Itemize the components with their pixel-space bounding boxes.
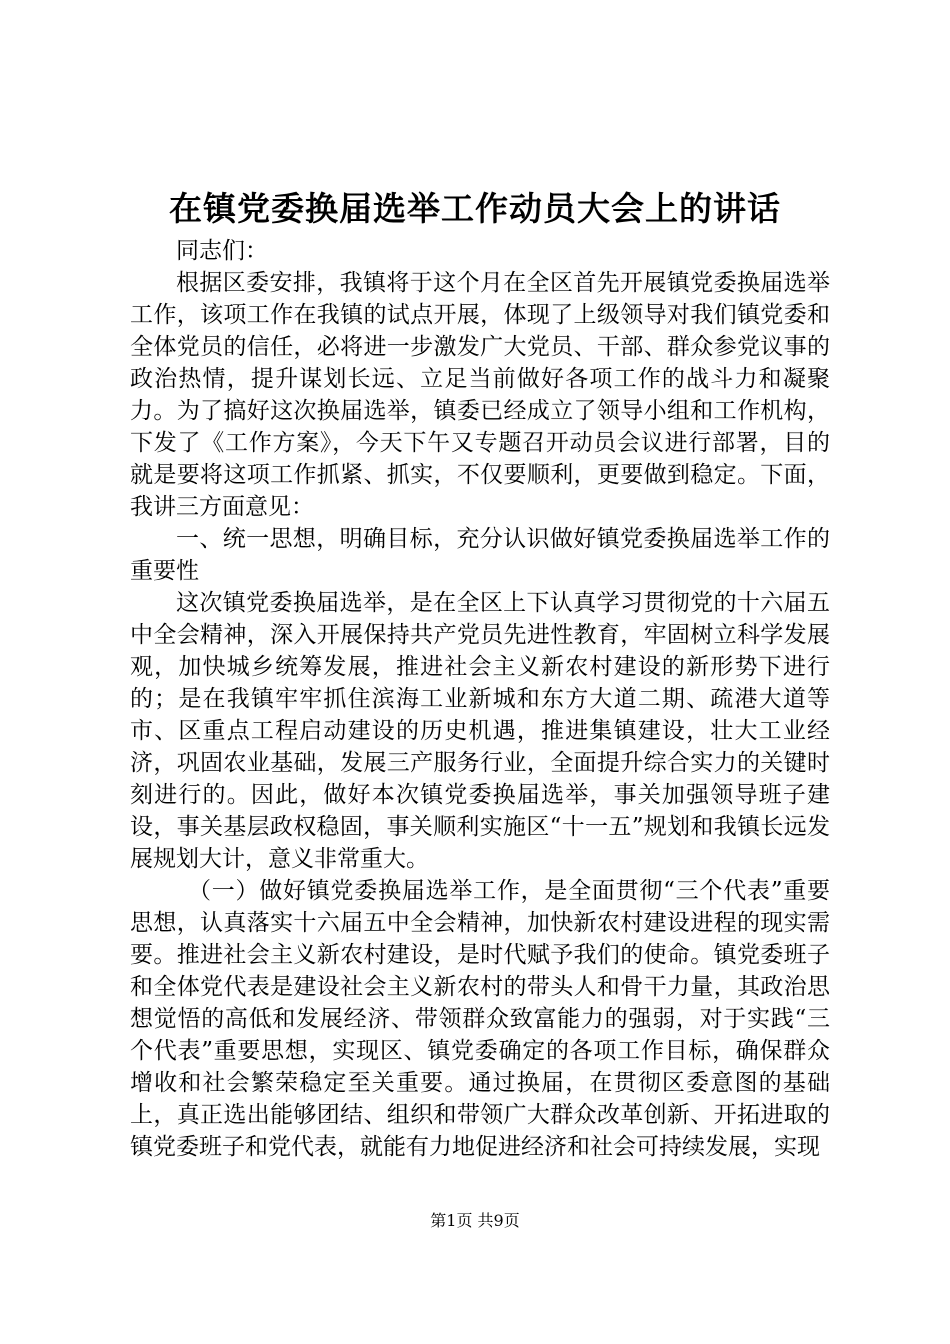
document-title: 在镇党委换届选举工作动员大会上的讲话: [169, 189, 781, 228]
paragraph: 根据区委安排，我镇将于这个月在全区首先开展镇党委换届选举工作，该项工作在我镇的试点开展，体现了上级领导对我们镇党委和全体党员的信任，必将进一步激发广大党员、干部、群众参党议事的政治热情，提升谋划长远、立足当前做好各项工作的战斗力和凝聚力。为了搞好这次换届选举，镇委已经成立了领导小组和工作机构，下发了《工作方案》，今天下午又专题召开动员会议进行部署，目的就是要将这项工作抓紧、抓实，不仅要顺利，更要做到稳定。下面，我讲三方面意见：: [130, 270, 830, 520]
subsection-paragraph: （一）做好镇党委换届选举工作，是全面贯彻“三个代表”重要思想，认真落实十六届五中全会精神，加快新农村建设进程的现实需要。推进社会主义新农村建设，是时代赋予我们的使命。镇党委班子和全体党代表是建设社会主义新农村的带头人和骨干力量，其政治思想觉悟的高低和发展经济、带领群众致富能力的强弱，对于实践“三个代表”重要思想，实现区、镇党委确定的各项工作目标，确保群众增收和社会繁荣稳定至关重要。通过换届，在贯彻区委意图的基础上，真正选出能够团结、组织和带领广大群众改革创新、开拓进取的镇党委班子和党代表，就能有力地促进经济和社会可持续发展，实现: [130, 878, 830, 1160]
document-body: [130, 235, 830, 1163]
page-footer: 第1页 共9页: [430, 1211, 520, 1230]
section-heading: 一、统一思想，明确目标，充分认识做好镇党委换届选举工作的重要性: [130, 526, 830, 584]
paragraph: 这次镇党委换届选举，是在全区上下认真学习贯彻党的十六届五中全会精神，深入开展保持共产党员先进性教育，牢固树立科学发展观，加快城乡统筹发展，推进社会主义新农村建设的新形势下进行的；是在我镇牢牢抓住滨海工业新城和东方大道二期、疏港大道等市、区重点工程启动建设的历史机遇，推进集镇建设，壮大工业经济，巩固农业基础，发展三产服务行业，全面提升综合实力的关键时刻进行的。因此，做好本次镇党委换届选举，事关加强领导班子建设，事关基层政权稳固，事关顺利实施区“十一五”规划和我镇长远发展规划大计，意义非常重大。: [130, 590, 830, 872]
salutation: 同志们：: [176, 238, 268, 264]
